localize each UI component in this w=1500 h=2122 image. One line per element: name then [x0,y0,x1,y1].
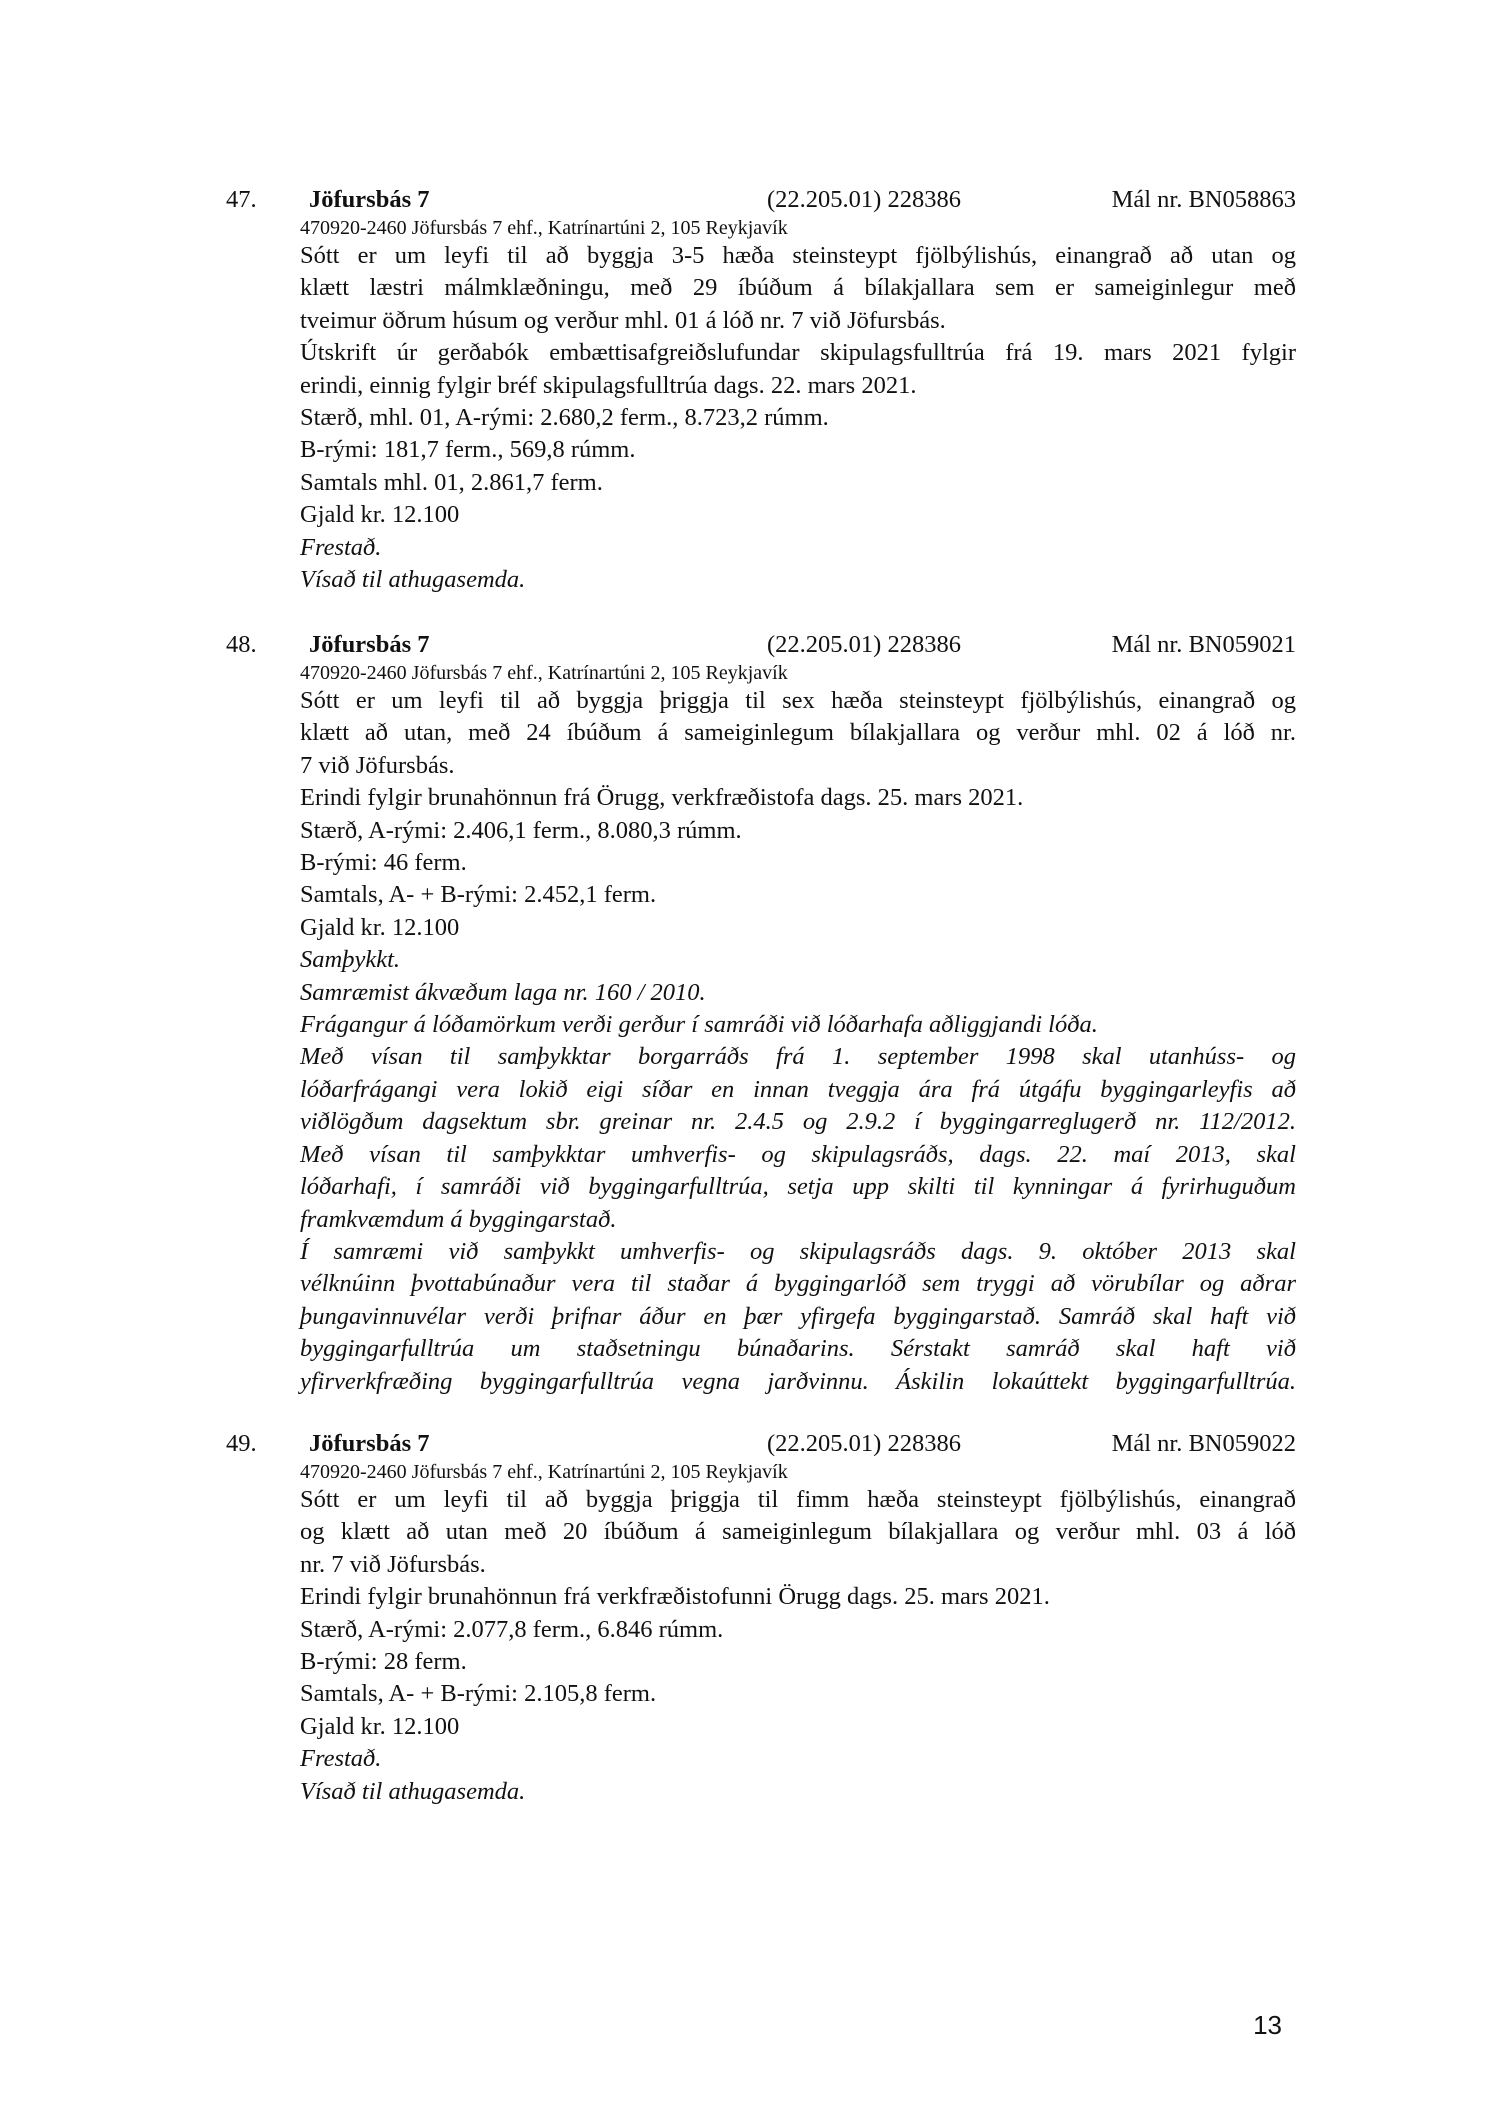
body-line: Vísað til athugasemda. [300,1777,526,1805]
case-47 [226,183,1296,596]
case-applicant: 470920-2460 Jöfursbás 7 ehf., Katrínartúni 2, 105 Reykjavík [300,217,788,239]
body-line: lóðarhafi, í samráði við byggingarfulltrúa, setja upp skilti til kynningar á fyrirhuguðum [300,1173,1296,1201]
body-line: Stærð, A-rými: 2.077,8 ferm., 6.846 rúmm. [300,1615,724,1643]
body-line: Með vísan til samþykktar umhverfis- og skipulagsráðs, dags. 22. maí 2013, skal [300,1140,1296,1168]
case-reference: (22.205.01) 228386 [767,186,961,213]
case-reference: (22.205.01) 228386 [767,631,961,658]
body-line: B-rými: 28 ferm. [300,1648,467,1676]
body-line: Sótt er um leyfi til að byggja þriggja til sex hæða steinsteypt fjölbýlishús, einangrað og [300,687,1296,714]
body-line: þungavinnuvélar verði þrifnar áður en þær yfirgefa byggingarstað. Samráð skal haft við [300,1302,1296,1330]
case-header [226,628,1296,661]
body-line: viðlögðum dagsektum sbr. greinar nr. 2.4.5 og 2.9.2 í byggingarreglugerð nr. 112/2012. [300,1108,1296,1136]
body-line: Stærð, mhl. 01, A-rými: 2.680,2 ferm., 8.723,2 rúmm. [300,404,829,432]
body-line: B-rými: 181,7 ferm., 569,8 rúmm. [300,436,636,464]
case-header [226,1427,1296,1460]
case-address: Jöfursbás 7 [309,1430,430,1457]
body-line: Frestað. [300,1745,382,1773]
body-line: Útskrift úr gerðabók embættisafgreiðslufundar skipulagsfulltrúa frá 19. mars 2021 fylgir [300,339,1296,367]
case-address: Jöfursbás 7 [309,631,430,658]
body-line: erindi, einnig fylgir bréf skipulagsfulltrúa dags. 22. mars 2021. [300,371,917,399]
body-line: lóðarfrágangi vera lokið eigi síðar en innan tveggja ára frá útgáfu byggingarleyfis að [300,1075,1296,1103]
case-body [300,1484,1296,1808]
body-line: framkvæmdum á byggingarstað. [300,1205,617,1233]
body-line: Samtals mhl. 01, 2.861,7 ferm. [300,468,603,496]
body-line: klætt læstri málmklæðningu, með 29 íbúðum á bílakjallara sem er sameiginlegur með [300,274,1296,302]
body-line: Vísað til athugasemda. [300,566,526,594]
body-line: Gjald kr. 12.100 [300,1712,460,1740]
case-file-number: Mál nr. BN059021 [1111,631,1296,658]
body-line: Frestað. [300,533,382,561]
body-line: B-rými: 46 ferm. [300,849,467,877]
case-file-number: Mál nr. BN059022 [1111,1430,1296,1457]
body-line: 7 við Jöfursbás. [300,751,455,779]
body-line: Með vísan til samþykktar borgarráðs frá 1. september 1998 skal utanhúss- og [300,1043,1296,1071]
body-line: yfirverkfræðing byggingarfulltrúa vegna jarðvinnu. Áskilin lokaúttekt byggingarfulltrúa. [300,1367,1296,1395]
case-address: Jöfursbás 7 [309,186,430,213]
body-line: Samtals, A- + B-rými: 2.452,1 ferm. [300,881,657,909]
body-line: nr. 7 við Jöfursbás. [300,1550,486,1578]
body-line: vélknúinn þvottabúnaður vera til staðar á byggingarlóð sem tryggi að vörubílar og aðrar [300,1270,1296,1298]
body-line: Erindi fylgir brunahönnun frá verkfræðistofunni Örugg dags. 25. mars 2021. [300,1583,1050,1611]
body-line: Gjald kr. 12.100 [300,501,460,529]
case-reference: (22.205.01) 228386 [767,1430,961,1457]
case-number: 48. [226,631,257,658]
body-line: Samþykkt. [300,946,400,974]
body-line: Stærð, A-rými: 2.406,1 ferm., 8.080,3 rúmm. [300,816,742,844]
case-number: 47. [226,186,257,213]
body-line: Sótt er um leyfi til að byggja þriggja til fimm hæða steinsteypt fjölbýlishús, einangrað [300,1486,1296,1513]
body-line: Sótt er um leyfi til að byggja 3-5 hæða steinsteypt fjölbýlishús, einangrað að utan og [300,242,1296,269]
body-line: klætt að utan, með 24 íbúðum á sameiginlegum bílakjallara og verður mhl. 02 á lóð nr. [300,719,1296,747]
body-line: og klætt að utan með 20 íbúðum á sameiginlegum bílakjallara og verður mhl. 03 á lóð [300,1518,1296,1546]
body-line: Samræmist ákvæðum laga nr. 160 / 2010. [300,978,706,1006]
case-header [226,183,1296,216]
case-number: 49. [226,1430,257,1457]
body-line: tveimur öðrum húsum og verður mhl. 01 á lóð nr. 7 við Jöfursbás. [300,306,946,334]
case-applicant: 470920-2460 Jöfursbás 7 ehf., Katrínartúni 2, 105 Reykjavík [300,662,788,684]
page-number: 13 [1253,2010,1282,2040]
case-body [300,240,1296,596]
body-line: Gjald kr. 12.100 [300,913,460,941]
body-line: Frágangur á lóðamörkum verði gerður í samráði við lóðarhafa aðliggjandi lóða. [300,1011,1098,1039]
case-49 [226,1427,1296,1808]
body-line: Samtals, A- + B-rými: 2.105,8 ferm. [300,1680,657,1708]
case-applicant: 470920-2460 Jöfursbás 7 ehf., Katrínartúni 2, 105 Reykjavík [300,1461,788,1483]
body-line: Erindi fylgir brunahönnun frá Örugg, verkfræðistofa dags. 25. mars 2021. [300,784,1024,812]
case-body [300,685,1296,1398]
case-48 [226,628,1296,1398]
body-line: byggingarfulltrúa um staðsetningu búnaðarins. Sérstakt samráð skal haft við [300,1335,1296,1363]
body-line: Í samræmi við samþykkt umhverfis- og skipulagsráðs dags. 9. október 2013 skal [300,1237,1296,1265]
case-file-number: Mál nr. BN058863 [1111,186,1296,213]
